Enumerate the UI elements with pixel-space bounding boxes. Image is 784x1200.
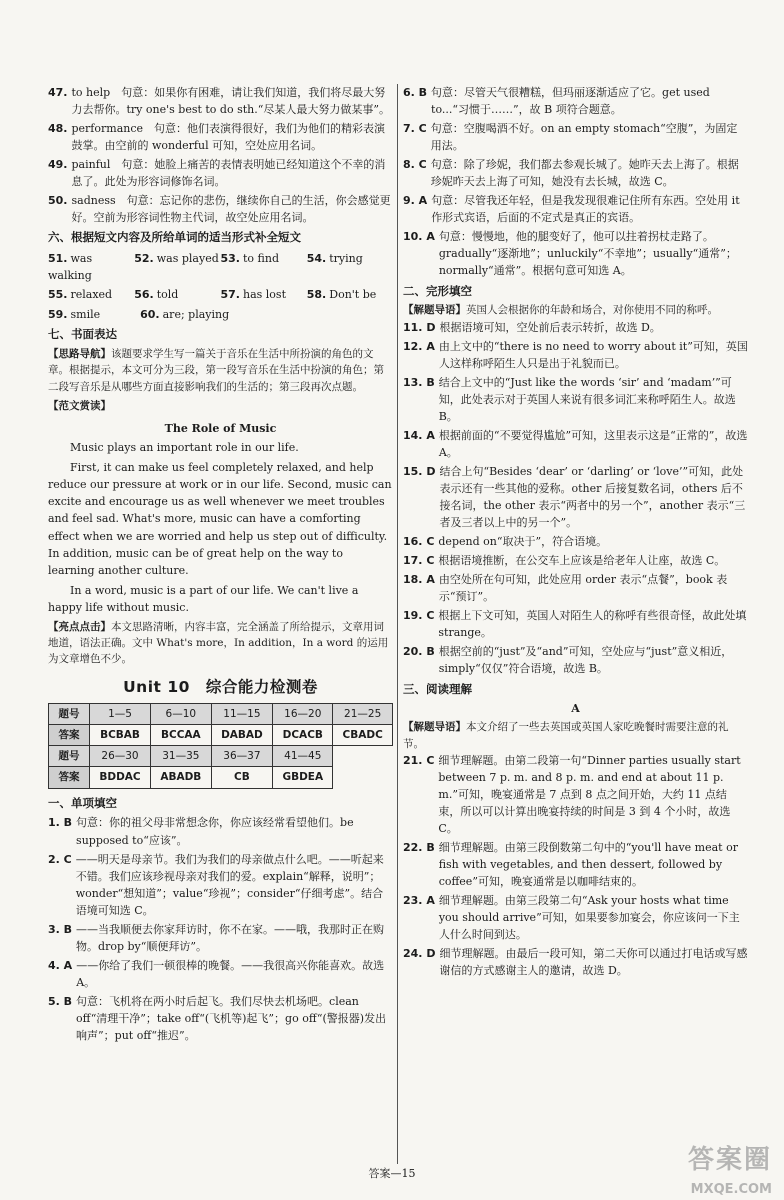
page-footer: 答案—15 — [368, 1167, 416, 1180]
table-answer-cell: BCBAB — [90, 724, 151, 745]
fill-value: relaxed — [70, 288, 113, 302]
answer-explanation: 结合上文中的“Just like the words ‘sir’ and ‘madam’”可知，此处表示对于英国人来说有很多词汇来称呼陌生人。故选 B。 — [438, 375, 736, 423]
table-question-range: 41—45 — [273, 746, 333, 767]
answer-item — [403, 338, 748, 372]
table-question-range: 21—25 — [333, 703, 393, 724]
answer-explanation: ——明天是母亲节。我们为我们的母亲做点什么吧。——听起来不错。我们应该珍视母亲对我们的爱。explain“解释，说明”；wonder“想知道”；value“珍视”；consider“仔细考虑”。结合语境可知选 C。 — [75, 852, 384, 917]
watermark-url: MXQE.COM — [690, 1182, 772, 1198]
answer-item — [403, 892, 748, 943]
answer-item — [403, 228, 748, 279]
answer-number: 5. B — [48, 994, 73, 1008]
answer-number: 24. D — [403, 947, 436, 961]
answer-item — [403, 463, 748, 531]
answer-number: 3. B — [48, 922, 73, 936]
table-answer-cell: DABAD — [211, 724, 273, 745]
answer-item — [48, 120, 393, 154]
answer-item — [403, 552, 748, 569]
fill-answer — [134, 249, 220, 285]
table-label-answer: 答案 — [49, 767, 90, 788]
answer-table — [48, 703, 393, 789]
answer-item — [48, 156, 393, 190]
answer-explanation: 由上文中的“there is no need to worry about it”可知，英国人这样称呼陌生人只是出于礼貌而已。 — [438, 339, 748, 370]
unit-title: Unit 10 综合能力检测卷 — [123, 677, 318, 696]
answer-item — [48, 993, 393, 1044]
answer-number: 20. B — [403, 645, 435, 659]
reading-tag: 【解题导语】 — [403, 721, 466, 734]
table-question-range: 6—10 — [151, 703, 212, 724]
model-tag-line — [48, 398, 393, 414]
fill-answer — [48, 285, 134, 304]
answer-number: 1. B — [48, 816, 73, 830]
table-question-range: 16—20 — [273, 703, 333, 724]
answer-explanation: 根据空前的“just”及“and”可知，空处应与“just”意义相近，simply“仅仅”符合语境，故选 B。 — [438, 645, 733, 676]
model-essay — [48, 439, 393, 615]
answer-explanation: ——你给了我们一顿很棒的晚餐。——我很高兴你能喜欢。故选 A。 — [76, 958, 385, 989]
guide-text: 该题要求学生写一篇关于音乐在生活中所扮演的角色的文章。根据提示，本文可分为三段，第一段写音乐在生活中扮演的角色；第二段写音乐是从哪些方面直接影响我们的生活的；第三段再次点题。 — [48, 348, 384, 393]
answer-item — [403, 427, 748, 461]
table-label-question: 题号 — [49, 703, 90, 724]
answer-item — [48, 957, 393, 991]
answer-number: 18. A — [403, 573, 435, 587]
answer-number: 12. A — [403, 339, 435, 353]
table-question-range: 26—30 — [90, 746, 151, 767]
answer-explanation: 句意：除了珍妮，我们都去参观长城了。她昨天去上海了。根据珍妮昨天去上海了可知，她没有去长城，故选 C。 — [430, 158, 739, 189]
fill-value: was walking — [48, 252, 93, 283]
fill-number: 51. — [48, 252, 68, 266]
table-answer-cell: DCACB — [273, 724, 333, 745]
table-answer-cell: BDDAC — [90, 767, 151, 788]
fill-value: was played — [156, 252, 219, 266]
answer-item — [48, 921, 393, 955]
answer-item — [403, 643, 748, 677]
watermark-logo — [688, 1140, 772, 1200]
answer-explanation: 根据上下文可知，英国人对陌生人的称呼有些很奇怪，故此处填 strange。 — [438, 609, 747, 640]
section-3-heading: 三、阅读理解 — [403, 681, 472, 696]
answer-explanation: 细节理解题。由第三段倒数第二句中的“you'll have meat or fish with vegetables, and then dessert, followed by coffee”可知，晚宴通常是以咖啡结束的。 — [438, 841, 738, 889]
answer-explanation: to help 句意：如果你有困难，请让我们知道，我们将尽最大努力去帮你。try one's best to do sth.“尽某人最大努力做某事”。 — [71, 86, 390, 117]
fill-value: are; playing — [162, 308, 230, 322]
answer-item — [48, 851, 393, 919]
fill-value: told — [156, 288, 179, 302]
table-label-answer: 答案 — [49, 724, 90, 745]
answer-item — [48, 84, 393, 118]
answer-item — [403, 192, 748, 226]
watermark-text: 答案圈 — [687, 1145, 772, 1175]
answer-item — [403, 120, 748, 154]
fill-number: 59. — [48, 308, 68, 322]
fill-number: 58. — [306, 288, 327, 302]
answer-number: 15. D — [403, 464, 436, 478]
table-answer-cell: GBDEA — [273, 767, 333, 788]
answer-number: 8. C — [403, 158, 427, 172]
answer-explanation: 细节理解题。由第三段第二句“Ask your hosts what time you should arrive”可知，如果要参加宴会，你应该问一下主人什么时间到达。 — [438, 894, 740, 942]
fill-value: trying — [329, 252, 363, 266]
table-question-range: 11—15 — [211, 703, 273, 724]
cloze-intro-text: 英国人会根据你的年龄和场合，对你使用不同的称呼。 — [466, 304, 718, 317]
essay-title: The Role of Music — [164, 422, 277, 436]
fill-number: 53. — [220, 252, 240, 266]
answers-11-20 — [403, 319, 748, 678]
fill-number: 56. — [134, 288, 154, 302]
table-answer-cell: BCCAA — [151, 724, 212, 745]
answer-number: 10. A — [403, 230, 435, 244]
answer-item — [403, 945, 748, 979]
highlight-tag: 【亮点点击】 — [48, 620, 111, 633]
answer-item — [48, 814, 393, 848]
answer-number: 47. — [48, 86, 68, 99]
fill-number: 55. — [48, 288, 68, 302]
answer-item — [48, 192, 393, 226]
section-1-heading: 一、单项填空 — [48, 795, 117, 810]
answer-number: 48. — [48, 122, 68, 136]
table-question-range: 31—35 — [151, 746, 212, 767]
answer-item — [403, 839, 748, 890]
answer-item — [403, 319, 748, 336]
highlight-note — [48, 619, 393, 668]
table-label-question: 题号 — [49, 746, 90, 767]
answer-number: 13. B — [403, 375, 435, 389]
answer-explanation: 句意：飞机将在两小时后起飞。我们尽快去机场吧。clean off“清理干净”；take off“(飞机等)起飞”；go off“(警报器)发出响声”；put off“推迟”。 — [76, 994, 387, 1043]
table-question-range: 36—37 — [211, 746, 273, 767]
fill-answers-59-60 — [48, 306, 393, 323]
fill-answer — [134, 285, 220, 304]
answer-number: 2. C — [48, 852, 72, 866]
answers-1-5 — [48, 814, 393, 1044]
column-divider — [397, 84, 398, 1164]
fill-answer — [48, 249, 134, 285]
writing-guide — [48, 346, 393, 395]
section-7-heading: 七、书面表达 — [48, 327, 117, 342]
reading-intro — [403, 719, 748, 752]
answer-explanation: 细节理解题。由第二段第一句“Dinner parties usually start between 7 p. m. and 8 p. m. and end at about 11 p. m.”可知，晚宴通常是 7 点到 8 点之间开始，大约 11 点结束，所以可以计算出晚宴持续的时间是 3 到 4 个小时，故选 C。 — [438, 753, 741, 836]
guide-tag: 【思路导航】 — [48, 348, 111, 361]
answer-number: 23. A — [403, 894, 435, 908]
fill-number: 60. — [140, 308, 160, 322]
answer-number: 49. — [48, 158, 68, 172]
table-question-range: 1—5 — [90, 703, 151, 724]
fill-answer — [221, 249, 307, 285]
model-tag: 【范文赏读】 — [48, 399, 111, 412]
answer-number: 50. — [48, 194, 68, 208]
answer-explanation: 句意：慢慢地，他的腿变好了，他可以拄着拐杖走路了。gradually“逐渐地”；unluckily“不幸地”；usually“通常”；normally“通常”。根据句意可知选 A。 — [438, 230, 737, 278]
answer-number: 17. C — [403, 554, 435, 568]
answer-item — [403, 84, 748, 118]
answer-item — [403, 533, 748, 550]
answer-explanation: 句意：你的祖父母非常想念你，你应该经常看望他们。be supposed to“应该”。 — [76, 816, 354, 847]
answer-number: 21. C — [403, 753, 435, 767]
table-answer-cell: CBADC — [333, 724, 393, 745]
cloze-intro — [403, 302, 748, 318]
answer-number: 14. A — [403, 428, 435, 442]
right-column — [403, 84, 748, 982]
cloze-tag: 【解题导语】 — [403, 304, 466, 317]
highlight-text: 本文思路清晰，内容丰富，完全涵盖了所给提示，文章用词地道，语法正确。文中 What's more，In addition，In a word 的运用为文章增色不少。 — [48, 620, 389, 666]
answer-item — [403, 374, 748, 425]
answer-explanation: 结合上句“Besides ‘dear’ or ‘darling’ or ‘love’”可知，此处表示还有一些其他的爱称。other 后接复数名词，others 后不接名词，the other 表示“两者中的另一个”，another 表示“三者及三者以上中的另一个”。 — [439, 464, 746, 530]
answer-explanation: 句意：尽管我还年轻，但是我发现很难记住所有东西。空处用 it 作形式宾语，后面的不定式是真正的宾语。 — [431, 194, 740, 225]
fill-value: smile — [70, 308, 101, 322]
answer-item — [403, 752, 748, 837]
answers-6-10 — [403, 84, 748, 280]
answer-explanation: 根据语境可知，空处前后表示转折，故选 D。 — [439, 320, 661, 334]
section-2-heading: 二、完形填空 — [403, 283, 472, 298]
answer-number: 9. A — [403, 194, 428, 208]
answer-number: 7. C — [403, 122, 427, 136]
left-column — [48, 84, 393, 1046]
table-answer-cell: ABADB — [151, 767, 212, 788]
fill-answer — [307, 249, 393, 285]
fill-number: 57. — [220, 288, 240, 302]
answer-explanation: 细节理解题。由最后一段可知，第二天你可以通过打电话或写感谢信的方式感谢主人的邀请，故选 D。 — [439, 947, 748, 978]
table-answer-cell: CB — [211, 767, 273, 788]
answers-47-50 — [48, 84, 393, 226]
fill-value: has lost — [243, 288, 286, 302]
fill-value: to find — [243, 252, 280, 266]
answer-explanation: ——当我顺便去你家拜访时，你不在家。——哦，我那时正在购物。drop by“顺便拜访”。 — [76, 922, 385, 953]
answer-number: 6. B — [403, 86, 428, 99]
essay-paragraph: First, it can make us feel completely relaxed, and help reduce our pressure at work or in our life. Second, music can excite and encourage us as well whenever we meet troubles and feel sad. What's more, music can have a comforting effect when we are worried and help us step out of difficulty. In addition, music can be of great help on the way to learning another culture. — [48, 461, 392, 577]
answer-item — [403, 607, 748, 641]
fill-answer — [307, 285, 393, 304]
answer-number: 4. A — [48, 958, 73, 972]
section-6-heading: 六、根据短文内容及所给单词的适当形式补全短文 — [48, 230, 301, 245]
answer-explanation: 根据前面的“不要觉得尴尬”可知，这里表示这是“正常的”，故选 A。 — [438, 428, 748, 459]
answer-explanation: painful 句意：她脸上痛苦的表情表明她已经知道这个不幸的消息了。此处为形容词修饰名词。 — [71, 158, 386, 189]
answer-number: 16. C — [403, 535, 435, 549]
answer-number: 19. C — [403, 609, 435, 623]
answer-explanation: 由空处所在句可知，此处应用 order 表示“点餐”，book 表示“预订”。 — [438, 573, 728, 604]
answers-21-24 — [403, 752, 748, 980]
fill-answer — [140, 306, 229, 323]
answer-explanation: sadness 句意：忘记你的悲伤，继续你自己的生活，你会感觉更好。空前为形容词性物主代词，故空处应用名词。 — [71, 194, 391, 225]
answer-item — [403, 156, 748, 190]
answer-explanation: 句意：空腹喝酒不好。on an empty stomach“空腹”，为固定用法。 — [430, 122, 738, 153]
fill-number: 52. — [134, 252, 154, 266]
fill-answers-51-58 — [48, 249, 393, 304]
fill-answer — [221, 285, 307, 304]
answer-explanation: 根据语境推断，在公交车上应该是给老年人让座，故选 C。 — [438, 554, 726, 568]
answer-number: 11. D — [403, 320, 436, 334]
answer-explanation: depend on“取决于”，符合语境。 — [438, 535, 608, 549]
answer-number: 22. B — [403, 841, 435, 855]
answer-item — [403, 571, 748, 605]
reading-intro-text: 本文介绍了一些去英国或英国人家吃晚餐时需要注意的礼节。 — [403, 721, 729, 750]
fill-value: Don't be — [329, 288, 377, 302]
essay-paragraph: Music plays an important role in our life. — [70, 441, 299, 455]
reading-part-a: A — [571, 702, 580, 716]
fill-number: 54. — [306, 252, 327, 266]
fill-answer — [48, 306, 100, 323]
answer-explanation: 句意：尽管天气很糟糕，但玛丽逐渐适应了它。get used to...“习惯于……”，故 B 项符合题意。 — [431, 86, 710, 117]
answer-explanation: performance 句意：他们表演得很好，我们为他们的精彩表演鼓掌。由空前的 wonderful 可知，空处应用名词。 — [71, 122, 386, 153]
essay-paragraph: In a word, music is a part of our life. We can't live a happy life without music. — [48, 583, 359, 614]
